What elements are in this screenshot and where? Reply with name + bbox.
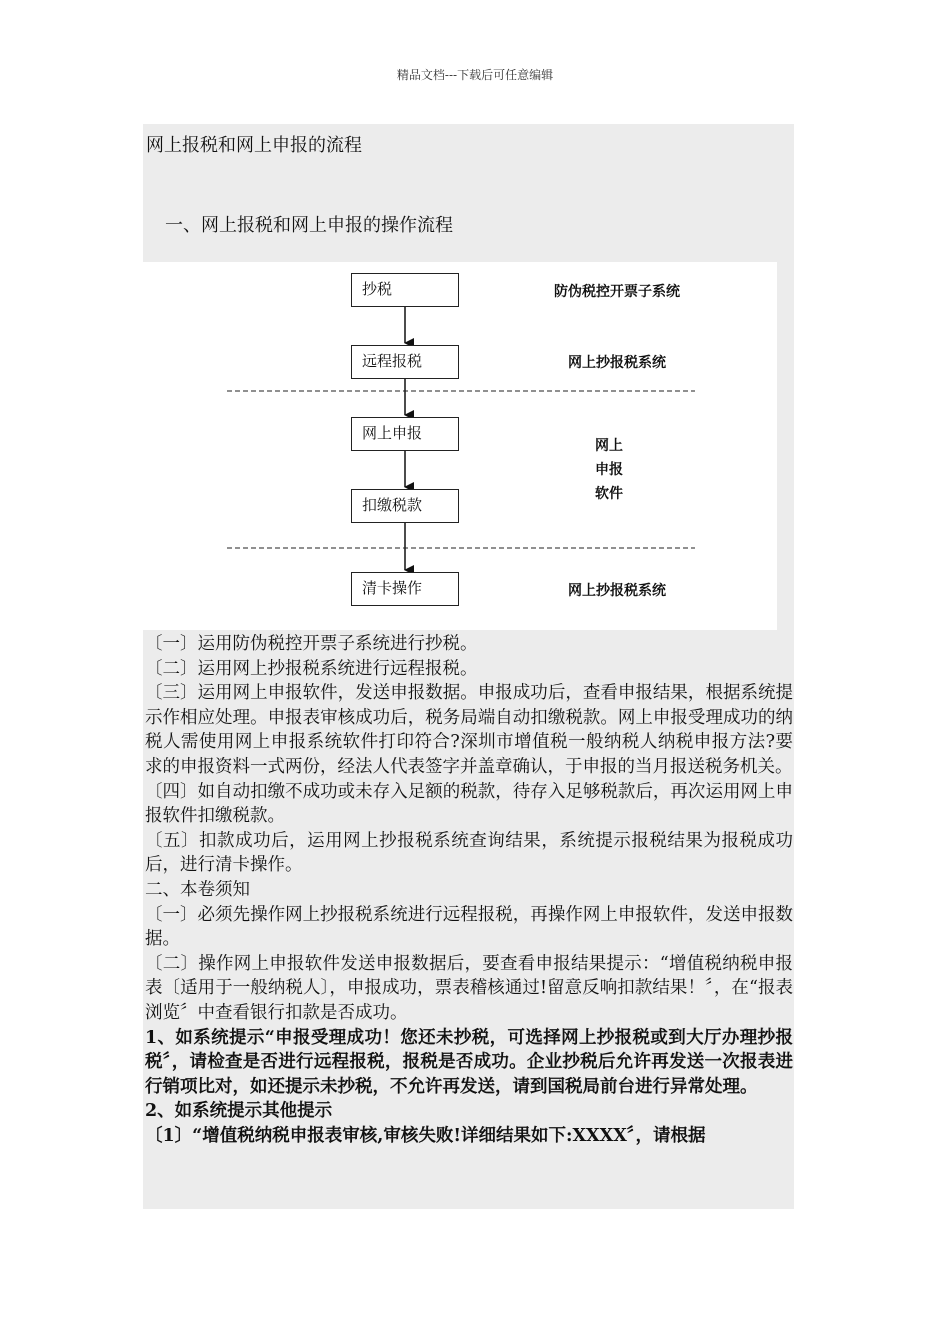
paragraph-note-2: 〔二〕操作网上申报软件发送申报数据后，要查看申报结果提示：“增值税纳税申报表〔适用于一般纳税人〕，申报成功，票表稽核通过!留意反响扣款结果！〞，在“报表浏览〞中查看银行扣款是否成功。 — [145, 953, 793, 1023]
paragraph-note-2-2: 2、如系统提示其他提示 — [145, 1101, 333, 1122]
paragraph-note-2-1: 1、如系统提示“申报受理成功！您还未抄税，可选择网上抄报税或到大厅办理抄报税〞，请检查是否进行远程报税，报税是否成功。企业抄税后允许再发送一次报表进行销项比对，如还提示未抄税，不允许再发送，请到国税局前台进行异常处理。 — [145, 1027, 793, 1097]
system-label-online-tax-2: 网上抄报税系统 — [568, 583, 666, 599]
system-label-anti-forgery: 防伪税控开票子系统 — [554, 284, 680, 300]
step-deduct-tax: 扣缴税款 — [351, 489, 459, 523]
section-heading-notes: 二、本卷须知 — [145, 879, 250, 900]
flowchart-connectors — [143, 262, 777, 630]
paragraph-note-2-2-1: 〔1〕“增值税纳税申报表审核,审核失败!详细结果如下:XXXX〞，请根据 — [145, 1125, 706, 1146]
page-header: 精品文档---下载后可任意编辑 — [396, 68, 554, 82]
paragraph-step-5: 〔五〕扣款成功后，运用网上抄报税系统查询结果，系统提示报税结果为报税成功后，进行清卡操作。 — [145, 830, 793, 876]
step-remote-report: 远程报税 — [351, 345, 459, 379]
paragraph-note-1: 〔一〕必须先操作网上抄报税系统进行远程报税，再操作网上申报软件，发送申报数据。 — [145, 904, 793, 950]
paragraph-step-2: 〔二〕运用网上抄报税系统进行远程报税。 — [145, 658, 478, 679]
system-label-online-tax: 网上抄报税系统 — [568, 355, 666, 371]
declare-software-line-3: 软件 — [595, 486, 623, 502]
paragraph-step-4: 〔四〕如自动扣缴不成功或未存入足额的税款，待存入足够税款后，再次运用网上申报软件扣缴税款。 — [145, 781, 793, 827]
step-copy-tax: 抄税 — [351, 273, 459, 307]
declare-software-line-2: 申报 — [595, 462, 623, 478]
paragraph-step-3: 〔三〕运用网上申报软件，发送申报数据。申报成功后，查看申报结果，根据系统提示作相应处理。申报表审核成功后，税务局端自动扣缴税款。网上申报受理成功的纳税人需使用网上申报系统软件打印符合?深圳市增值税一般纳税人纳税申报方法?要求的申报资料一式两份，经法人代表签字并盖章确认，于申报的当月报送税务机关。 — [145, 683, 793, 777]
step-clear-card: 清卡操作 — [351, 572, 459, 606]
section-title: 一、网上报税和网上申报的操作流程 — [165, 215, 453, 236]
paragraph-step-1: 〔一〕运用防伪税控开票子系统进行抄税。 — [145, 634, 478, 654]
system-label-declare-software — [595, 434, 623, 506]
step-online-declare: 网上申报 — [351, 417, 459, 451]
body-text — [145, 632, 793, 1148]
declare-software-line-1: 网上 — [595, 438, 623, 454]
flowchart — [143, 262, 777, 630]
document-title: 网上报税和网上申报的流程 — [146, 135, 362, 156]
